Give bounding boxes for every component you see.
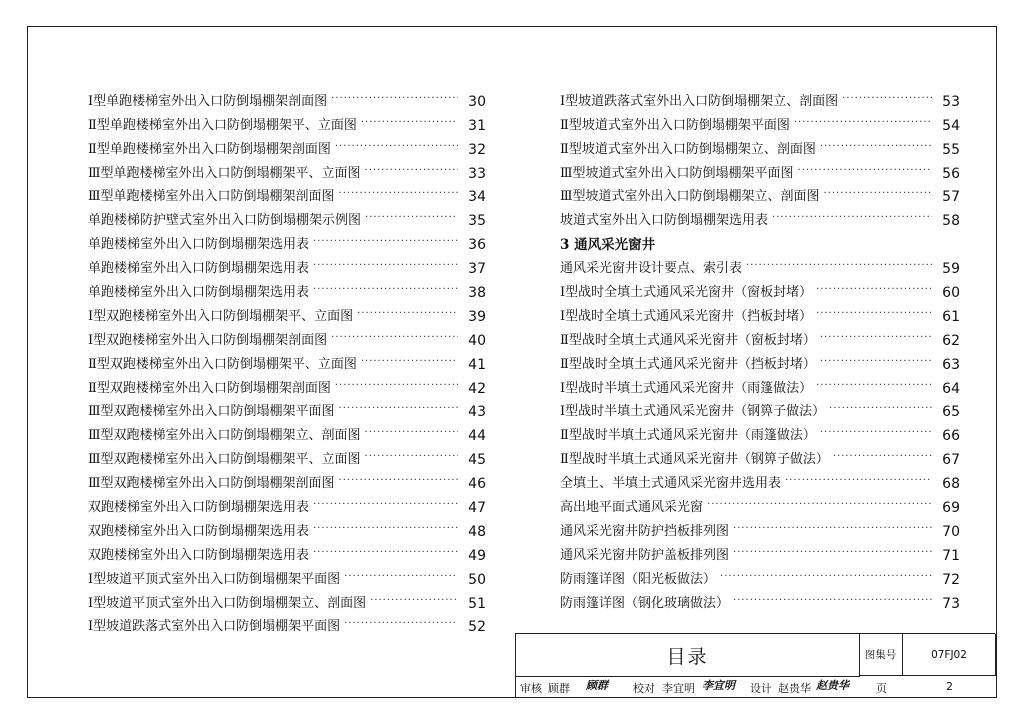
toc-entry-title: 通风采光窗井设计要点、索引表 (560, 261, 743, 277)
toc-entry-page: 52 (468, 619, 486, 636)
dot-leader (339, 473, 458, 489)
toc-entry-title: Ⅱ型双跑楼梯室外出入口防倒塌棚架剖面图 (88, 380, 331, 396)
toc-entry[interactable] (88, 349, 486, 373)
toc-entry[interactable] (88, 564, 486, 588)
atlas-number: 07FJ02 (903, 634, 996, 676)
dot-leader (331, 91, 458, 107)
toc-entry-title: 单跑楼梯室外出入口防倒塌棚架选用表 (88, 237, 310, 253)
review-label: 审核 (520, 682, 542, 695)
toc-entry-title: Ⅲ型双跑楼梯室外出入口防倒塌棚架立、剖面图 (88, 428, 361, 444)
dot-leader (331, 330, 458, 346)
dot-leader (313, 521, 458, 537)
toc-entry-title: Ⅰ型战时半填土式通风采光窗井（雨篷做法） (560, 380, 813, 396)
toc-entry-title: 全填土、半填土式通风采光窗井选用表 (560, 476, 782, 492)
toc-entry-title: 单跑楼梯防护壁式室外出入口防倒塌棚架示例图 (88, 213, 362, 229)
toc-entry-title: 防雨篷详图（阳光板做法） (560, 571, 717, 587)
toc-entry[interactable] (560, 253, 960, 277)
design-name: 赵贵华 (778, 682, 811, 695)
toc-entry-title: Ⅱ型坡道式室外出入口防倒塌棚架平面图 (560, 117, 790, 133)
toc-entry[interactable] (88, 301, 486, 325)
check-label: 校对 (633, 682, 655, 695)
toc-entry-title: Ⅱ型战时全填土式通风采光窗井（挡板封堵） (560, 356, 816, 372)
toc-entry[interactable] (88, 229, 486, 253)
toc-entry-page: 35 (468, 213, 486, 230)
toc-entry-page: 66 (942, 428, 960, 445)
dot-leader (339, 186, 458, 202)
toc-entry-title: Ⅲ型双跑楼梯室外出入口防倒塌棚架剖面图 (88, 476, 335, 492)
dot-leader (365, 163, 458, 179)
toc-entry[interactable] (88, 373, 486, 397)
dot-leader (335, 378, 458, 394)
dot-leader (820, 139, 932, 155)
toc-entry[interactable] (560, 516, 960, 540)
toc-entry[interactable] (88, 516, 486, 540)
toc-entry-title: Ⅱ型双跑楼梯室外出入口防倒塌棚架平、立面图 (88, 356, 357, 372)
toc-entry[interactable] (88, 158, 486, 182)
toc-entry-page: 53 (942, 93, 960, 110)
toc-entry-page: 34 (468, 189, 486, 206)
dot-leader (794, 115, 932, 131)
toc-entry[interactable] (88, 492, 486, 516)
toc-entry-title: 高出地平面式通风采光窗 (560, 500, 704, 516)
toc-entry-page: 68 (942, 476, 960, 493)
dot-leader (313, 545, 458, 561)
dot-leader (733, 545, 932, 561)
toc-entry-page: 70 (942, 523, 960, 540)
dot-leader (365, 210, 458, 226)
dot-leader (820, 330, 932, 346)
toc-entry-page: 33 (468, 165, 486, 182)
design-label: 设计 (750, 682, 772, 695)
dot-leader (313, 258, 458, 274)
page-number: 2 (946, 680, 953, 693)
dot-leader (820, 425, 932, 441)
toc-entry-title: Ⅰ型坡道平顶式室外出入口防倒塌棚架平面图 (88, 571, 341, 587)
review-name: 顾群 (548, 682, 570, 695)
toc-entry-title: Ⅰ型坡道跌落式室外出入口防倒塌棚架平面图 (88, 619, 341, 635)
toc-entry[interactable] (560, 110, 960, 134)
toc-entry-page: 37 (468, 261, 486, 278)
toc-entry[interactable] (560, 86, 960, 110)
toc-entry-page: 31 (468, 117, 486, 134)
dot-leader (707, 497, 932, 513)
dot-leader (772, 210, 932, 226)
drawing-title: 目录 (516, 634, 860, 677)
toc-entry-page: 36 (468, 237, 486, 254)
dot-leader (361, 354, 458, 370)
title-block (515, 633, 995, 697)
toc-left-column (88, 86, 486, 635)
toc-entry[interactable] (560, 277, 960, 301)
toc-entry-page: 46 (468, 476, 486, 493)
toc-entry[interactable] (560, 540, 960, 564)
dot-leader (370, 593, 458, 609)
toc-entry-title: Ⅰ型双跑楼梯室外出入口防倒塌棚架剖面图 (88, 332, 328, 348)
toc-entry[interactable] (88, 277, 486, 301)
toc-entry-title: 单跑楼梯室外出入口防倒塌棚架选用表 (88, 261, 310, 277)
toc-entry-page: 49 (468, 547, 486, 564)
signature-row (516, 676, 995, 698)
toc-entry-title: Ⅱ型单跑楼梯室外出入口防倒塌棚架剖面图 (88, 141, 331, 157)
toc-entry-title: Ⅲ型坡道式室外出入口防倒塌棚架平面图 (560, 165, 794, 181)
toc-entry-page: 71 (942, 547, 960, 564)
toc-entry-title: Ⅱ型战时半填土式通风采光窗井（雨篷做法） (560, 428, 816, 444)
dot-leader (335, 139, 458, 155)
dot-leader (365, 425, 458, 441)
toc-entry-page: 62 (942, 332, 960, 349)
toc-entry[interactable] (88, 468, 486, 492)
toc-entry[interactable] (560, 205, 960, 229)
toc-entry[interactable] (560, 301, 960, 325)
toc-entry[interactable] (88, 420, 486, 444)
toc-entry-title: 通风采光窗井防护盖板排列图 (560, 547, 730, 563)
dot-leader (842, 91, 932, 107)
review-signature: 顾群 (586, 679, 608, 692)
toc-entry-title: Ⅱ型战时全填土式通风采光窗井（窗板封堵） (560, 332, 816, 348)
toc-entry-title: 坡道式室外出入口防倒塌棚架选用表 (560, 213, 769, 229)
toc-entry[interactable] (560, 134, 960, 158)
toc-entry[interactable] (560, 373, 960, 397)
toc-entry-page: 67 (942, 452, 960, 469)
toc-entry-title: Ⅰ型双跑楼梯室外出入口防倒塌棚架平、立面图 (88, 308, 354, 324)
toc-entry[interactable] (560, 420, 960, 444)
toc-entry-page: 39 (468, 308, 486, 325)
dot-leader (785, 473, 932, 489)
dot-leader (344, 616, 458, 632)
toc-entry-title: Ⅰ型战时全填土式通风采光窗井（窗板封堵） (560, 285, 813, 301)
toc-entry[interactable] (88, 540, 486, 564)
toc-entry[interactable] (88, 444, 486, 468)
dot-leader (816, 306, 932, 322)
toc-entry-title: 双跑楼梯室外出入口防倒塌棚架选用表 (88, 523, 310, 539)
toc-entry[interactable] (560, 158, 960, 182)
toc-entry-page: 59 (942, 261, 960, 278)
dot-leader (720, 569, 932, 585)
dot-leader (357, 306, 458, 322)
toc-entry-page: 47 (468, 500, 486, 517)
toc-entry[interactable] (88, 588, 486, 612)
toc-entry[interactable] (88, 182, 486, 206)
toc-entry[interactable] (88, 253, 486, 277)
toc-entry-title: 通风采光窗井防护挡板排列图 (560, 523, 730, 539)
dot-leader (313, 282, 458, 298)
toc-entry-title: 单跑楼梯室外出入口防倒塌棚架选用表 (88, 285, 310, 301)
toc-entry-page: 61 (942, 308, 960, 325)
toc-entry-page: 42 (468, 380, 486, 397)
toc-entry-page: 41 (468, 356, 486, 373)
dot-leader (746, 258, 932, 274)
toc-entry-title: Ⅱ型战时半填土式通风采光窗井（钢箅子做法） (560, 452, 829, 468)
toc-entry[interactable] (560, 588, 960, 612)
dot-leader (824, 186, 932, 202)
dot-leader (339, 401, 458, 417)
toc-entry[interactable] (560, 325, 960, 349)
toc-entry-page: 60 (942, 285, 960, 302)
toc-entry-title: Ⅰ型坡道跌落式室外出入口防倒塌棚架立、剖面图 (560, 93, 839, 109)
toc-entry-title: 防雨篷详图（钢化玻璃做法） (560, 595, 730, 611)
dot-leader (816, 282, 932, 298)
toc-entry-page: 32 (468, 141, 486, 158)
dot-leader (820, 354, 932, 370)
toc-entry-page: 51 (468, 595, 486, 612)
toc-entry[interactable] (88, 134, 486, 158)
toc-right-column (560, 86, 960, 612)
toc-entry[interactable] (560, 397, 960, 421)
toc-entry-title: Ⅰ型单跑楼梯室外出入口防倒塌棚架剖面图 (88, 93, 328, 109)
toc-entry-page: 54 (942, 117, 960, 134)
toc-entry[interactable] (560, 564, 960, 588)
toc-entry[interactable] (88, 86, 486, 110)
toc-entry[interactable] (560, 444, 960, 468)
toc-entry[interactable] (560, 182, 960, 206)
toc-entry-title: Ⅲ型坡道式室外出入口防倒塌棚架立、剖面图 (560, 189, 820, 205)
dot-leader (733, 521, 932, 537)
toc-entry-page: 40 (468, 332, 486, 349)
dot-leader (829, 401, 932, 417)
toc-entry[interactable] (88, 325, 486, 349)
toc-entry-title: Ⅱ型单跑楼梯室外出入口防倒塌棚架平、立面图 (88, 117, 357, 133)
dot-leader (798, 163, 932, 179)
toc-entry-page: 38 (468, 285, 486, 302)
toc-entry-title: 双跑楼梯室外出入口防倒塌棚架选用表 (88, 547, 310, 563)
dot-leader (344, 569, 458, 585)
toc-entry[interactable] (88, 397, 486, 421)
check-signature: 李宜明 (702, 679, 735, 692)
toc-entry-title: Ⅰ型战时半填土式通风采光窗井（钢箅子做法） (560, 404, 826, 420)
toc-entry-page: 44 (468, 428, 486, 445)
toc-entry-page: 73 (942, 595, 960, 612)
toc-entry-page: 57 (942, 189, 960, 206)
dot-leader (733, 593, 932, 609)
toc-entry-title: Ⅲ型双跑楼梯室外出入口防倒塌棚架平面图 (88, 404, 335, 420)
toc-entry-page: 63 (942, 356, 960, 373)
toc-entry-page: 56 (942, 165, 960, 182)
dot-leader (313, 234, 458, 250)
toc-entry-page: 55 (942, 141, 960, 158)
toc-entry-title: Ⅰ型坡道平顶式室外出入口防倒塌棚架立、剖面图 (88, 595, 367, 611)
toc-entry-page: 65 (942, 404, 960, 421)
toc-entry-page: 69 (942, 500, 960, 517)
check-name: 李宜明 (662, 682, 695, 695)
toc-entry-title: Ⅲ型双跑楼梯室外出入口防倒塌棚架平、立面图 (88, 452, 361, 468)
toc-entry-title: Ⅲ型单跑楼梯室外出入口防倒塌棚架剖面图 (88, 189, 335, 205)
toc-entry-page: 43 (468, 404, 486, 421)
page-label: 页 (876, 682, 887, 695)
dot-leader (816, 378, 932, 394)
section-heading: 3 通风采光窗井 (560, 237, 656, 254)
dot-leader (361, 115, 458, 131)
design-signature: 赵贵华 (816, 679, 849, 692)
toc-entry-title: Ⅰ型战时全填土式通风采光窗井（挡板封堵） (560, 308, 813, 324)
toc-entry[interactable] (560, 492, 960, 516)
toc-entry-title: Ⅱ型坡道式室外出入口防倒塌棚架立、剖面图 (560, 141, 816, 157)
dot-leader (833, 449, 932, 465)
dot-leader (365, 449, 458, 465)
toc-entry-page: 30 (468, 93, 486, 110)
toc-entry-title: Ⅲ型单跑楼梯室外出入口防倒塌棚架平、立面图 (88, 165, 361, 181)
toc-entry-page: 45 (468, 452, 486, 469)
toc-entry-page: 50 (468, 571, 486, 588)
toc-entry[interactable] (560, 349, 960, 373)
toc-entry[interactable] (560, 468, 960, 492)
toc-entry[interactable] (88, 612, 486, 636)
toc-entry-page: 48 (468, 523, 486, 540)
toc-entry[interactable] (88, 110, 486, 134)
toc-entry-page: 64 (942, 380, 960, 397)
toc-entry-page: 72 (942, 571, 960, 588)
toc-entry[interactable] (88, 205, 486, 229)
toc-entry-page: 58 (942, 213, 960, 230)
atlas-label: 图集号 (859, 634, 903, 676)
dot-leader (313, 497, 458, 513)
toc-entry-title: 双跑楼梯室外出入口防倒塌棚架选用表 (88, 500, 310, 516)
